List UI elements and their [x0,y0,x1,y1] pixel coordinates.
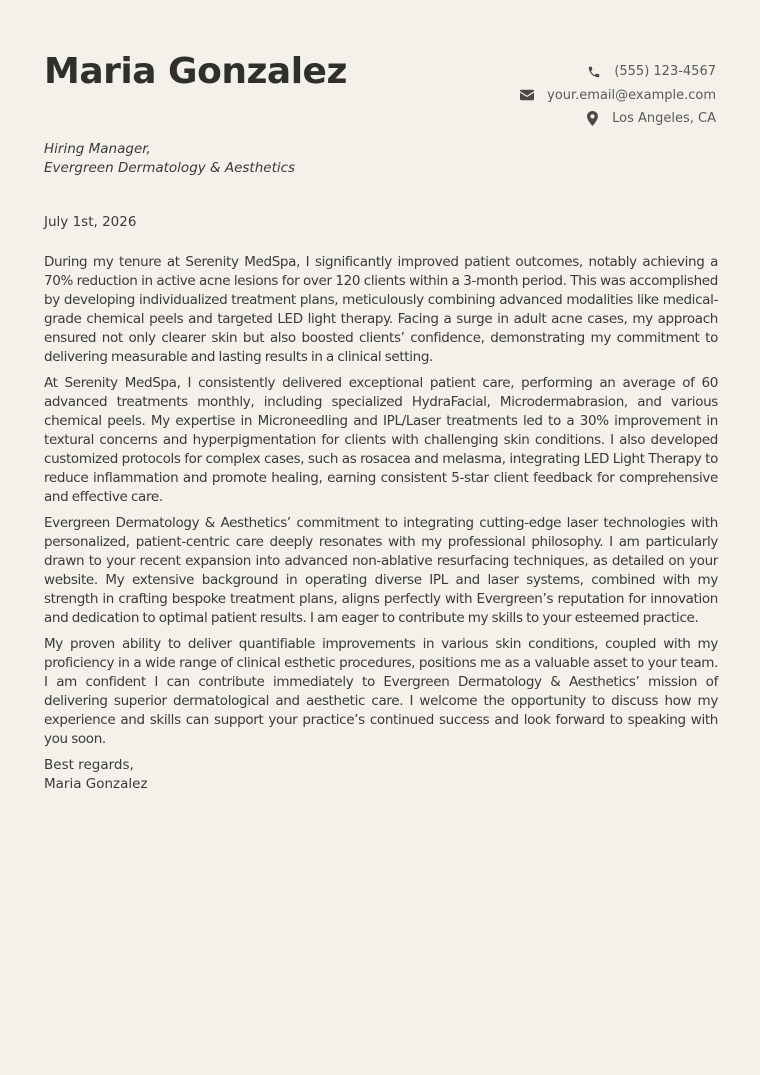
recipient-title: Hiring Manager, [44,141,151,157]
email-text: your.email@example.com [547,87,716,103]
recipient-company: Evergreen Dermatology & Aesthetics [44,160,296,176]
closing-signature: Maria Gonzalez [44,776,148,792]
letter-body [44,253,718,794]
body-paragraph-4: My proven ability to deliver quantifiable improvements in various skin conditions, coupled with my proficiency in a wide range of clinical esthetic procedures, positions me as a valuable asset to your team. I am confident I can contribute immediately to Evergreen Dermatology & Aesthetics’ mission of delivering superior dermatological and aesthetic care. I welcome the opportunity to discuss how my experience and skills can support your practice’s continued success and look forward to speaking with you soon. [44,636,718,747]
letter-date: July 1st, 2026 [44,214,137,230]
phone-text: (555) 123-4567 [614,64,716,80]
closing-salutation: Best regards, [44,757,134,773]
location-text: Los Angeles, CA [612,111,716,127]
envelope-icon [519,87,535,103]
map-pin-icon [584,111,600,127]
phone-icon [586,64,602,80]
closing-block [44,756,718,794]
body-paragraph-2: At Serenity MedSpa, I consistently delivered exceptional patient care, performing an average of 60 advanced treatments monthly, including specialized HydraFacial, Microdermabrasion, and various chemical peels. My expertise in Microneedling and IPL/Laser treatments led to a 30% improvement in textural concerns and hyperpigmentation for clients with challenging skin conditions. I also developed customized protocols for complex cases, such as rosacea and melasma, integrating LED Light Therapy to reduce inflammation and promote healing, earning consistent 5-star client feedback for comprehensive and effective care. [44,375,718,505]
applicant-name: Maria Gonzalez [44,51,347,92]
contact-phone [396,60,716,84]
contact-block [396,60,716,131]
contact-email [396,84,716,108]
body-paragraph-1: During my tenure at Serenity MedSpa, I significantly improved patient outcomes, notably achieving a 70% reduction in active acne lesions for over 120 clients within a 3-month period. This was accomplished by developing individualized treatment plans, meticulously combining advanced modalities like medical-grade chemical peels and targeted LED light therapy. Facing a surge in adult acne cases, my approach ensured not only clearer skin but also boosted clients’ confidence, demonstrating my commitment to delivering measurable and lasting results in a clinical setting. [44,254,718,365]
recipient-block [44,140,295,178]
contact-location [396,107,716,131]
body-paragraph-3: Evergreen Dermatology & Aesthetics’ commitment to integrating cutting-edge laser technologies with personalized, patient-centric care deeply resonates with my professional philosophy. I am particularly drawn to your recent expansion into advanced non-ablative resurfacing techniques, as detailed on your website. My extensive background in operating diverse IPL and laser systems, combined with my strength in crafting bespoke treatment plans, aligns perfectly with Evergreen’s reputation for innovation and dedication to optimal patient results. I am eager to contribute my skills to your esteemed practice. [44,515,718,626]
